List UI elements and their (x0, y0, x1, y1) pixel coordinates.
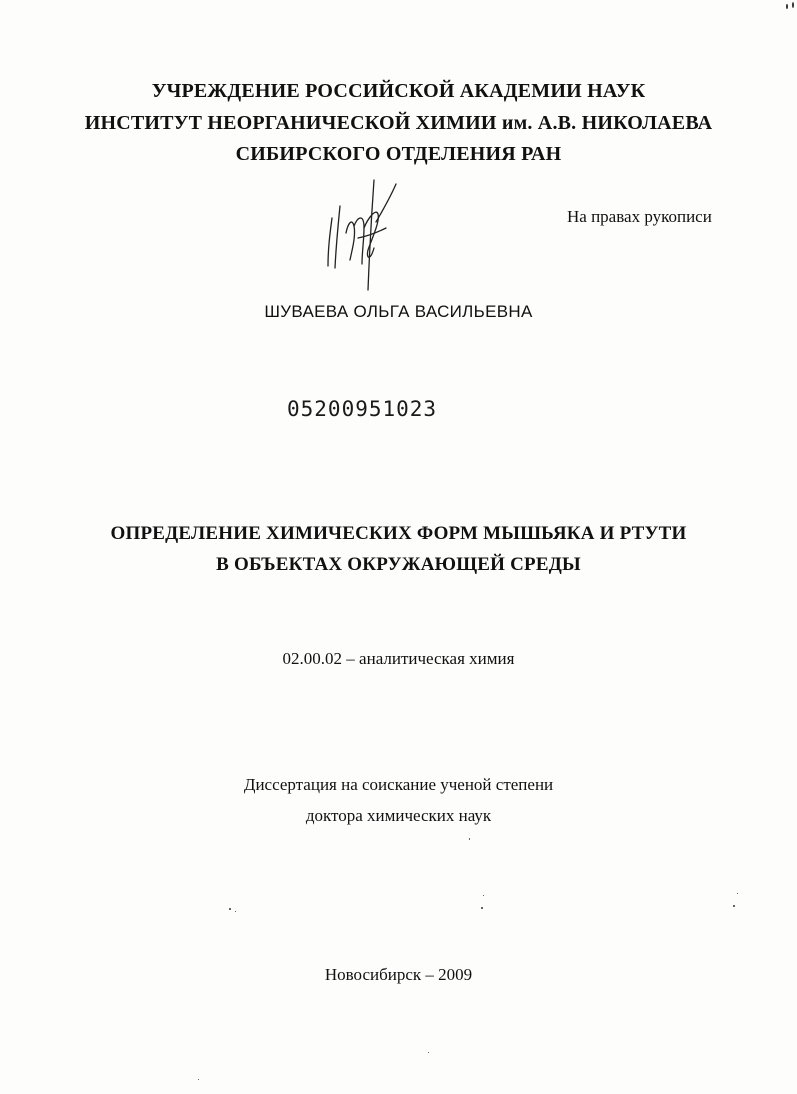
scan-speck (229, 908, 231, 910)
author-name: ШУВАЕВА ОЛЬГА ВАСИЛЬЕВНА (264, 302, 533, 321)
place-and-year: Новосибирск – 2009 (324, 965, 473, 984)
scan-speck (428, 1052, 429, 1053)
specialty-code: 02.00.02 – аналитическая химия (282, 649, 515, 668)
institution-line-1: УЧРЕЖДЕНИЕ РОССИЙСКОЙ АКАДЕМИИ НАУК (151, 80, 646, 102)
scan-speck (481, 907, 483, 909)
handwritten-signature (318, 178, 408, 298)
scan-speck (792, 2, 794, 8)
thesis-title-line-1: ОПРЕДЕЛЕНИЕ ХИМИЧЕСКИХ ФОРМ МЫШЬЯКА И РТУТИ (110, 523, 687, 544)
scan-speck (469, 838, 470, 840)
scan-speck (198, 1079, 199, 1080)
institution-line-2: ИНСТИТУТ НЕОРГАНИЧЕСКОЙ ХИМИИ им. А.В. НИКОЛАЕВА (84, 112, 713, 134)
scan-speck (737, 893, 738, 894)
institution-line-3: СИБИРСКОГО ОТДЕЛЕНИЯ РАН (235, 143, 562, 165)
scan-speck (483, 895, 484, 896)
scan-speck (786, 4, 788, 9)
degree-line-2: доктора химических наук (305, 806, 492, 825)
catalog-number-stamp: 05200951023 (287, 397, 438, 421)
thesis-title-line-2: В ОБЪЕКТАХ ОКРУЖАЮЩЕЙ СРЕДЫ (216, 554, 581, 575)
scan-speck (235, 911, 236, 912)
scan-speck (733, 905, 735, 907)
manuscript-rights-note: На правах рукописи (567, 207, 712, 226)
degree-line-1: Диссертация на соискание ученой степени (243, 775, 554, 794)
